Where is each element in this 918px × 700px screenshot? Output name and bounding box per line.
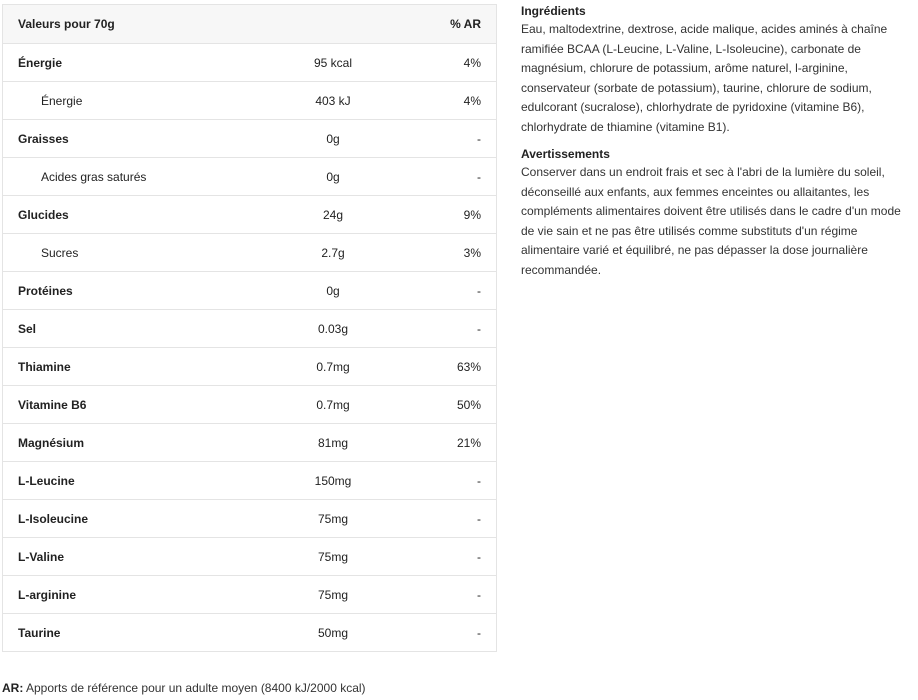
table-row (3, 385, 496, 423)
nutrient-name: Énergie (41, 94, 83, 108)
nutrient-amount: 0.7mg (316, 360, 350, 374)
nutrient-amount: 24g (322, 208, 344, 222)
warnings-title: Avertissements (521, 147, 610, 161)
nutrient-name: Graisses (18, 132, 69, 146)
nutrient-ar: - (477, 512, 481, 526)
table-row (3, 537, 496, 575)
nutrient-ar: - (477, 626, 481, 640)
table-row (3, 347, 496, 385)
ingredients-text: Eau, maltodextrine, dextrose, acide malique, acides aminés à chaîne ramifiée BCAA (L-Leucine, L-Valine, L-Isoleucine), carbonate de magnésium, chlorure de potassium, arôme naturel, l-arginine, conservateur (sorbate de potassium), taurine, chlorure de sodium, edulcorant (sucralose), chlorhydrate de pyridoxine (vitamine B6), chlorhydrate de thiamine (vitamine B1). (521, 22, 888, 134)
table-row (3, 157, 496, 195)
nutrient-amount: 0.03g (317, 322, 349, 336)
nutrient-amount: 2.7g (321, 246, 345, 260)
table-row (3, 575, 496, 613)
nutrient-ar: 4% (463, 56, 481, 70)
nutrient-ar: 9% (463, 208, 481, 222)
table-row (3, 423, 496, 461)
nutrient-name: Magnésium (18, 436, 85, 450)
nutrient-name: L-Isoleucine (18, 512, 89, 526)
table-row (3, 195, 496, 233)
footnote-label: AR: (2, 681, 24, 695)
table-row (3, 613, 496, 651)
nutrient-amount: 0g (326, 170, 340, 184)
nutrient-name: Sel (18, 322, 37, 336)
table-row (3, 271, 496, 309)
header-ar: % AR (450, 17, 481, 31)
nutrient-amount: 150mg (314, 474, 352, 488)
nutrient-name: L-Leucine (18, 474, 75, 488)
nutrient-ar: - (477, 588, 481, 602)
nutrition-table (2, 4, 497, 652)
nutrient-ar: 4% (463, 94, 481, 108)
nutrient-amount: 75mg (317, 512, 349, 526)
nutrient-name: L-arginine (18, 588, 77, 602)
nutrient-ar: - (477, 322, 481, 336)
nutrient-amount: 75mg (317, 588, 349, 602)
nutrient-ar: 50% (456, 398, 481, 412)
nutrient-amount: 0g (326, 132, 340, 146)
nutrient-ar: - (477, 550, 481, 564)
nutrient-name: Thiamine (18, 360, 71, 374)
nutrient-amount: 75mg (317, 550, 349, 564)
nutrient-amount: 0.7mg (316, 398, 350, 412)
nutrient-name: L-Valine (18, 550, 65, 564)
nutrient-amount: 0g (326, 284, 340, 298)
table-row (3, 81, 496, 119)
nutrient-name: Protéines (18, 284, 73, 298)
nutrient-ar: - (477, 474, 481, 488)
nutrient-ar: - (477, 132, 481, 146)
ingredients-title: Ingrédients (521, 4, 586, 18)
table-row (3, 309, 496, 347)
footnote (2, 681, 366, 695)
nutrient-ar: 21% (456, 436, 481, 450)
nutrient-ar: 3% (463, 246, 481, 260)
nutrient-amount: 95 kcal (313, 56, 353, 70)
nutrient-name: Énergie (18, 56, 63, 70)
nutrient-name: Vitamine B6 (18, 398, 87, 412)
footnote-text: Apports de référence pour un adulte moyen (8400 kJ/2000 kcal) (23, 681, 366, 695)
table-row (3, 119, 496, 157)
table-header (3, 5, 496, 43)
nutrient-name: Sucres (41, 246, 79, 260)
nutrient-name: Taurine (18, 626, 61, 640)
nutrient-name: Glucides (18, 208, 69, 222)
table-row (3, 499, 496, 537)
nutrient-ar: - (477, 170, 481, 184)
nutrient-amount: 81mg (317, 436, 349, 450)
nutrient-ar: - (477, 284, 481, 298)
nutrient-amount: 50mg (317, 626, 349, 640)
nutrient-amount: 403 kJ (315, 94, 351, 108)
warnings-text: Conserver dans un endroit frais et sec à l'abri de la lumière du soleil, déconseillé aux enfants, aux femmes enceintes ou allaitantes, les compléments alimentaires doivent être utilisés dans le cadre d'un mode de vie sain et ne pas être utilisés comme substituts d'un régime alimentaire varié et équilibré, ne pas dépasser la dose journalière recommandée. (521, 165, 901, 277)
nutrient-ar: 63% (456, 360, 481, 374)
nutrient-name: Acides gras saturés (41, 170, 147, 184)
table-row (3, 461, 496, 499)
header-name: Valeurs pour 70g (18, 17, 115, 31)
product-info (521, 3, 913, 289)
table-row (3, 43, 496, 81)
table-row (3, 233, 496, 271)
